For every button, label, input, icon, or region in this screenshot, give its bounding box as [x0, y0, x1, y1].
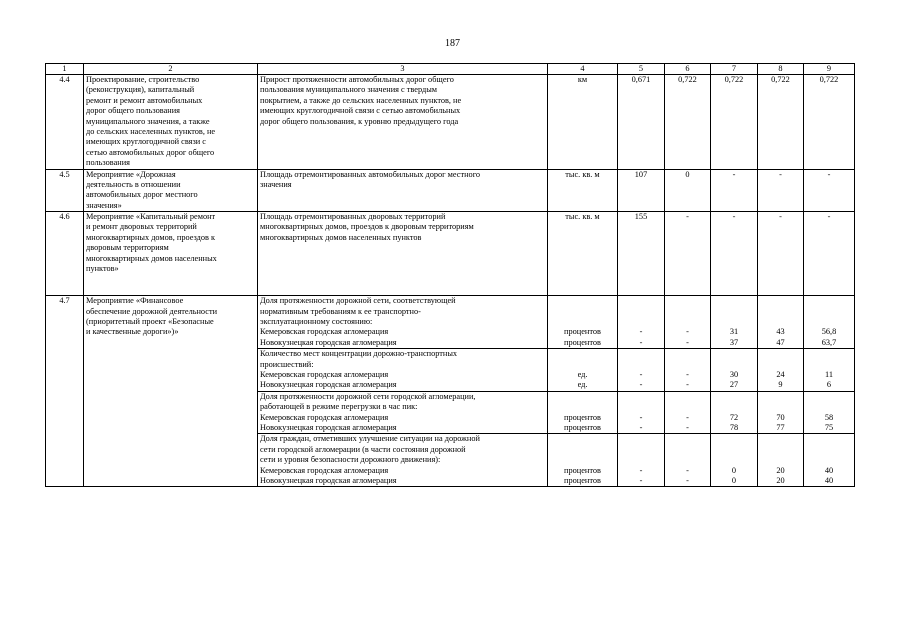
unit-value: тыс. кв. м: [565, 212, 600, 222]
value-cell-v9: [804, 212, 855, 296]
agglomeration-label: Кемеровская городская агломерация: [260, 369, 389, 379]
value-v6: -: [686, 422, 689, 432]
unit-value: процентов: [564, 337, 601, 347]
measure-name-line: дорог общего пользования: [86, 106, 180, 116]
unit-value: ед.: [577, 369, 588, 379]
value-v7: 72: [729, 412, 739, 422]
value-cell-v5: [618, 434, 665, 487]
value-cell-v6: [665, 75, 711, 170]
agglomeration-label: Кемеровская городская агломерация: [260, 327, 389, 337]
value-v8: 20: [776, 475, 785, 485]
indicator-cell: [258, 391, 548, 434]
indicators-table: [45, 63, 855, 487]
value-v7: 27: [729, 380, 739, 390]
indicator-line: Прирост протяженности автомобильных дорог общего: [260, 75, 454, 84]
indicator-line: пользования муниципального значения с твердым: [260, 85, 438, 95]
unit-value: процентов: [564, 412, 601, 422]
measure-name-line: значения»: [86, 200, 122, 210]
value-v5: 107: [634, 169, 648, 179]
unit-cell: [548, 169, 618, 212]
value-cell-v5: [618, 75, 665, 170]
table-header-row: [46, 64, 855, 75]
value-cell-v9: [804, 349, 855, 392]
value-v5: 155: [634, 212, 648, 222]
value-v7: 30: [729, 369, 739, 379]
measure-name-line: дворовым территориям: [86, 243, 169, 253]
value-v9: 63,7: [821, 337, 837, 347]
value-v7: 0: [731, 475, 737, 485]
measure-name-cell: [84, 212, 258, 296]
unit-cell: [548, 296, 618, 349]
value-v7: 37: [729, 337, 739, 347]
value-v6: -: [686, 327, 689, 337]
indicator-title-line: работающей в режиме перегрузки в час пик:: [260, 402, 418, 412]
value-v8: 24: [776, 369, 785, 379]
page-number: 187: [445, 38, 460, 49]
value-v7: 0: [731, 465, 737, 475]
table-row: [46, 212, 855, 296]
indicator-cell: [258, 434, 548, 487]
value-v9: 40: [824, 465, 834, 475]
indicator-title-line: Доля протяженности дорожной сети городской агломерации,: [260, 391, 476, 401]
indicator-cell: [258, 349, 548, 392]
value-cell-v7: [711, 434, 758, 487]
row-number-cell: [46, 212, 84, 296]
value-cell-v8: [758, 349, 804, 392]
unit-cell: [548, 349, 618, 392]
value-v6: -: [686, 337, 689, 347]
row-number-cell: [46, 169, 84, 212]
measure-name-line: Проектирование, строительство: [86, 75, 200, 84]
measure-name-line: многоквартирных домов населенных: [86, 253, 217, 263]
indicator-title-line: Доля граждан, отметивших улучшение ситуации на дорожной: [260, 434, 480, 444]
value-v9: 75: [824, 422, 834, 432]
header-cell: 2: [84, 64, 258, 75]
value-v8: 9: [778, 380, 783, 390]
header-cell: 9: [804, 64, 855, 75]
value-v7: -: [732, 169, 736, 179]
value-v8: 77: [776, 422, 785, 432]
unit-cell: [548, 212, 618, 296]
value-cell-v8: [758, 212, 804, 296]
table-row: [46, 296, 855, 349]
indicator-line: Площадь отремонтированных автомобильных дорог местного: [260, 169, 481, 179]
header-cell: 6: [665, 64, 711, 75]
measure-name-line: и качественные дороги»)»: [86, 327, 179, 337]
value-cell-v7: [711, 349, 758, 392]
value-cell-v5: [618, 169, 665, 212]
table-row: [46, 169, 855, 212]
indicator-line: имеющих круглогодичной связи с сетью автомобильных: [260, 106, 461, 116]
value-v6: -: [686, 380, 689, 390]
indicator-line: дорог общего пользования, к уровню предыдущего года: [260, 116, 459, 126]
row-number-cell: [46, 75, 84, 170]
value-cell-v7: [711, 296, 758, 349]
value-v9: -: [827, 212, 831, 222]
value-cell-v9: [804, 296, 855, 349]
value-v7: 31: [729, 327, 739, 337]
value-cell-v6: [665, 434, 711, 487]
value-v5: -: [639, 475, 643, 485]
value-cell-v7: [711, 169, 758, 212]
unit-cell: [548, 75, 618, 170]
value-v6: -: [686, 212, 689, 222]
unit-value: процентов: [564, 465, 601, 475]
value-v9: 6: [826, 380, 832, 390]
value-cell-v6: [665, 296, 711, 349]
measure-name-line: обеспечение дорожной деятельности: [86, 306, 218, 316]
value-v5: -: [639, 337, 643, 347]
indicator-cell: [258, 169, 548, 212]
agglomeration-label: Новокузнецкая городская агломерация: [260, 475, 397, 485]
value-v8: -: [779, 212, 782, 222]
measure-name-line: до сельских населенных пунктов, не: [86, 126, 216, 136]
agglomeration-label: Новокузнецкая городская агломерация: [260, 380, 397, 390]
value-cell-v9: [804, 75, 855, 170]
indicator-line: многоквартирных домов, проездов к дворовым территориям: [260, 222, 474, 232]
value-v5: 0,671: [631, 75, 651, 84]
value-cell-v8: [758, 434, 804, 487]
value-cell-v5: [618, 391, 665, 434]
measure-name-line: (реконструкция), капитальный: [86, 85, 195, 95]
value-v8: -: [779, 169, 782, 179]
unit-value: процентов: [564, 422, 601, 432]
value-v8: 20: [776, 465, 785, 475]
indicator-line: Площадь отремонтированных дворовых территорий: [260, 212, 446, 222]
unit-value: процентов: [564, 475, 601, 485]
value-cell-v5: [618, 212, 665, 296]
header-cell: 8: [758, 64, 804, 75]
measure-name-line: и ремонт дворовых территорий: [86, 222, 197, 232]
value-v6: -: [686, 369, 689, 379]
measure-name-line: многоквартирных домов, проездов к: [86, 232, 216, 242]
value-v9: 11: [825, 369, 833, 379]
indicator-title-line: сети городской агломерации (в части состояния дорожной: [260, 444, 466, 454]
value-cell-v6: [665, 212, 711, 296]
indicator-title-line: сети и уровня безопасности дорожного движения):: [260, 455, 441, 465]
measure-name-line: пунктов»: [86, 264, 119, 274]
agglomeration-label: Кемеровская городская агломерация: [260, 412, 389, 422]
value-v5: -: [639, 380, 643, 390]
indicator-title-line: Количество мест концентрации дорожно-транспортных: [260, 349, 458, 359]
value-v6: -: [686, 412, 689, 422]
measure-name-line: деятельность в отношении: [86, 179, 181, 189]
value-v8: 43: [776, 327, 785, 337]
value-cell-v7: [711, 75, 758, 170]
value-cell-v6: [665, 391, 711, 434]
measure-name-line: автомобильных дорог местного: [86, 190, 198, 200]
value-cell-v6: [665, 349, 711, 392]
measure-name-line: сетью автомобильных дорог общего: [86, 147, 215, 157]
row-number: 4.6: [59, 212, 70, 222]
row-number: 4.5: [59, 169, 70, 179]
measure-name-cell: [84, 169, 258, 212]
value-v6: -: [686, 465, 689, 475]
indicator-cell: [258, 296, 548, 349]
value-v7: 78: [729, 422, 739, 432]
value-v7: 0,722: [724, 75, 744, 84]
value-v8: 70: [776, 412, 785, 422]
value-cell-v7: [711, 212, 758, 296]
value-v6: 0: [685, 169, 690, 179]
value-v5: -: [639, 327, 643, 337]
measure-name-cell: [84, 75, 258, 170]
value-v9: -: [827, 169, 831, 179]
value-cell-v8: [758, 169, 804, 212]
measure-name-line: пользования: [86, 158, 130, 168]
value-v6: -: [686, 475, 689, 485]
value-v5: -: [639, 422, 643, 432]
value-cell-v8: [758, 296, 804, 349]
indicator-line: значения: [260, 179, 292, 189]
measure-name-line: Мероприятие «Финансовое: [86, 296, 184, 306]
header-cell: 1: [46, 64, 84, 75]
value-v5: -: [639, 465, 643, 475]
indicator-title-line: эксплуатационному состоянию:: [260, 316, 373, 326]
value-v9: 0,722: [819, 75, 839, 84]
header-cell: 4: [548, 64, 618, 75]
value-cell-v9: [804, 434, 855, 487]
table-row: [46, 75, 855, 170]
unit-value: тыс. кв. м: [565, 169, 600, 179]
unit-cell: [548, 434, 618, 487]
unit-value: процентов: [564, 327, 601, 337]
measure-name-line: Мероприятие «Дорожная: [86, 169, 176, 179]
measure-name-cell: [84, 296, 258, 487]
agglomeration-label: Новокузнецкая городская агломерация: [260, 337, 397, 347]
row-number: 4.4: [59, 75, 70, 84]
measure-name-line: ремонт и ремонт автомобильных: [86, 95, 203, 105]
value-v8: 0,722: [771, 75, 790, 84]
value-cell-v5: [618, 349, 665, 392]
unit-value: ед.: [577, 380, 588, 390]
indicator-title-line: происшествий:: [260, 359, 314, 369]
value-cell-v9: [804, 391, 855, 434]
value-v5: -: [639, 369, 643, 379]
value-cell-v9: [804, 169, 855, 212]
value-cell-v5: [618, 296, 665, 349]
value-cell-v6: [665, 169, 711, 212]
unit-cell: [548, 391, 618, 434]
indicator-title-line: нормативным требованиям к ее транспортно-: [260, 306, 421, 316]
indicator-title-line: Доля протяженности дорожной сети, соответствующей: [260, 296, 456, 306]
value-v9: 58: [824, 412, 834, 422]
indicator-line: многоквартирных домов населенных пунктов: [260, 232, 422, 242]
agglomeration-label: Кемеровская городская агломерация: [260, 465, 389, 475]
value-v9: 56,8: [821, 327, 837, 337]
value-cell-v7: [711, 391, 758, 434]
value-v8: 47: [776, 337, 785, 347]
value-cell-v8: [758, 391, 804, 434]
value-v7: -: [732, 212, 736, 222]
header-cell: 5: [618, 64, 665, 75]
measure-name-line: Мероприятие «Капитальный ремонт: [86, 212, 216, 222]
header-cell: 3: [258, 64, 548, 75]
measure-name-line: имеющих круглогодичной связи с: [86, 137, 206, 147]
indicator-cell: [258, 75, 548, 170]
value-v5: -: [639, 412, 643, 422]
value-v6: 0,722: [678, 75, 697, 84]
value-cell-v8: [758, 75, 804, 170]
measure-name-line: (приоритетный проект «Безопасные: [86, 316, 214, 326]
value-v9: 40: [824, 475, 834, 485]
indicator-cell: [258, 212, 548, 296]
row-number-cell: [46, 296, 84, 487]
row-number: 4.7: [59, 296, 70, 306]
measure-name-line: муниципального значения, а также: [86, 116, 210, 126]
header-cell: 7: [711, 64, 758, 75]
indicator-line: покрытием, а также до сельских населенных пунктов, не: [260, 95, 462, 105]
agglomeration-label: Новокузнецкая городская агломерация: [260, 422, 397, 432]
unit-value: км: [577, 75, 588, 84]
